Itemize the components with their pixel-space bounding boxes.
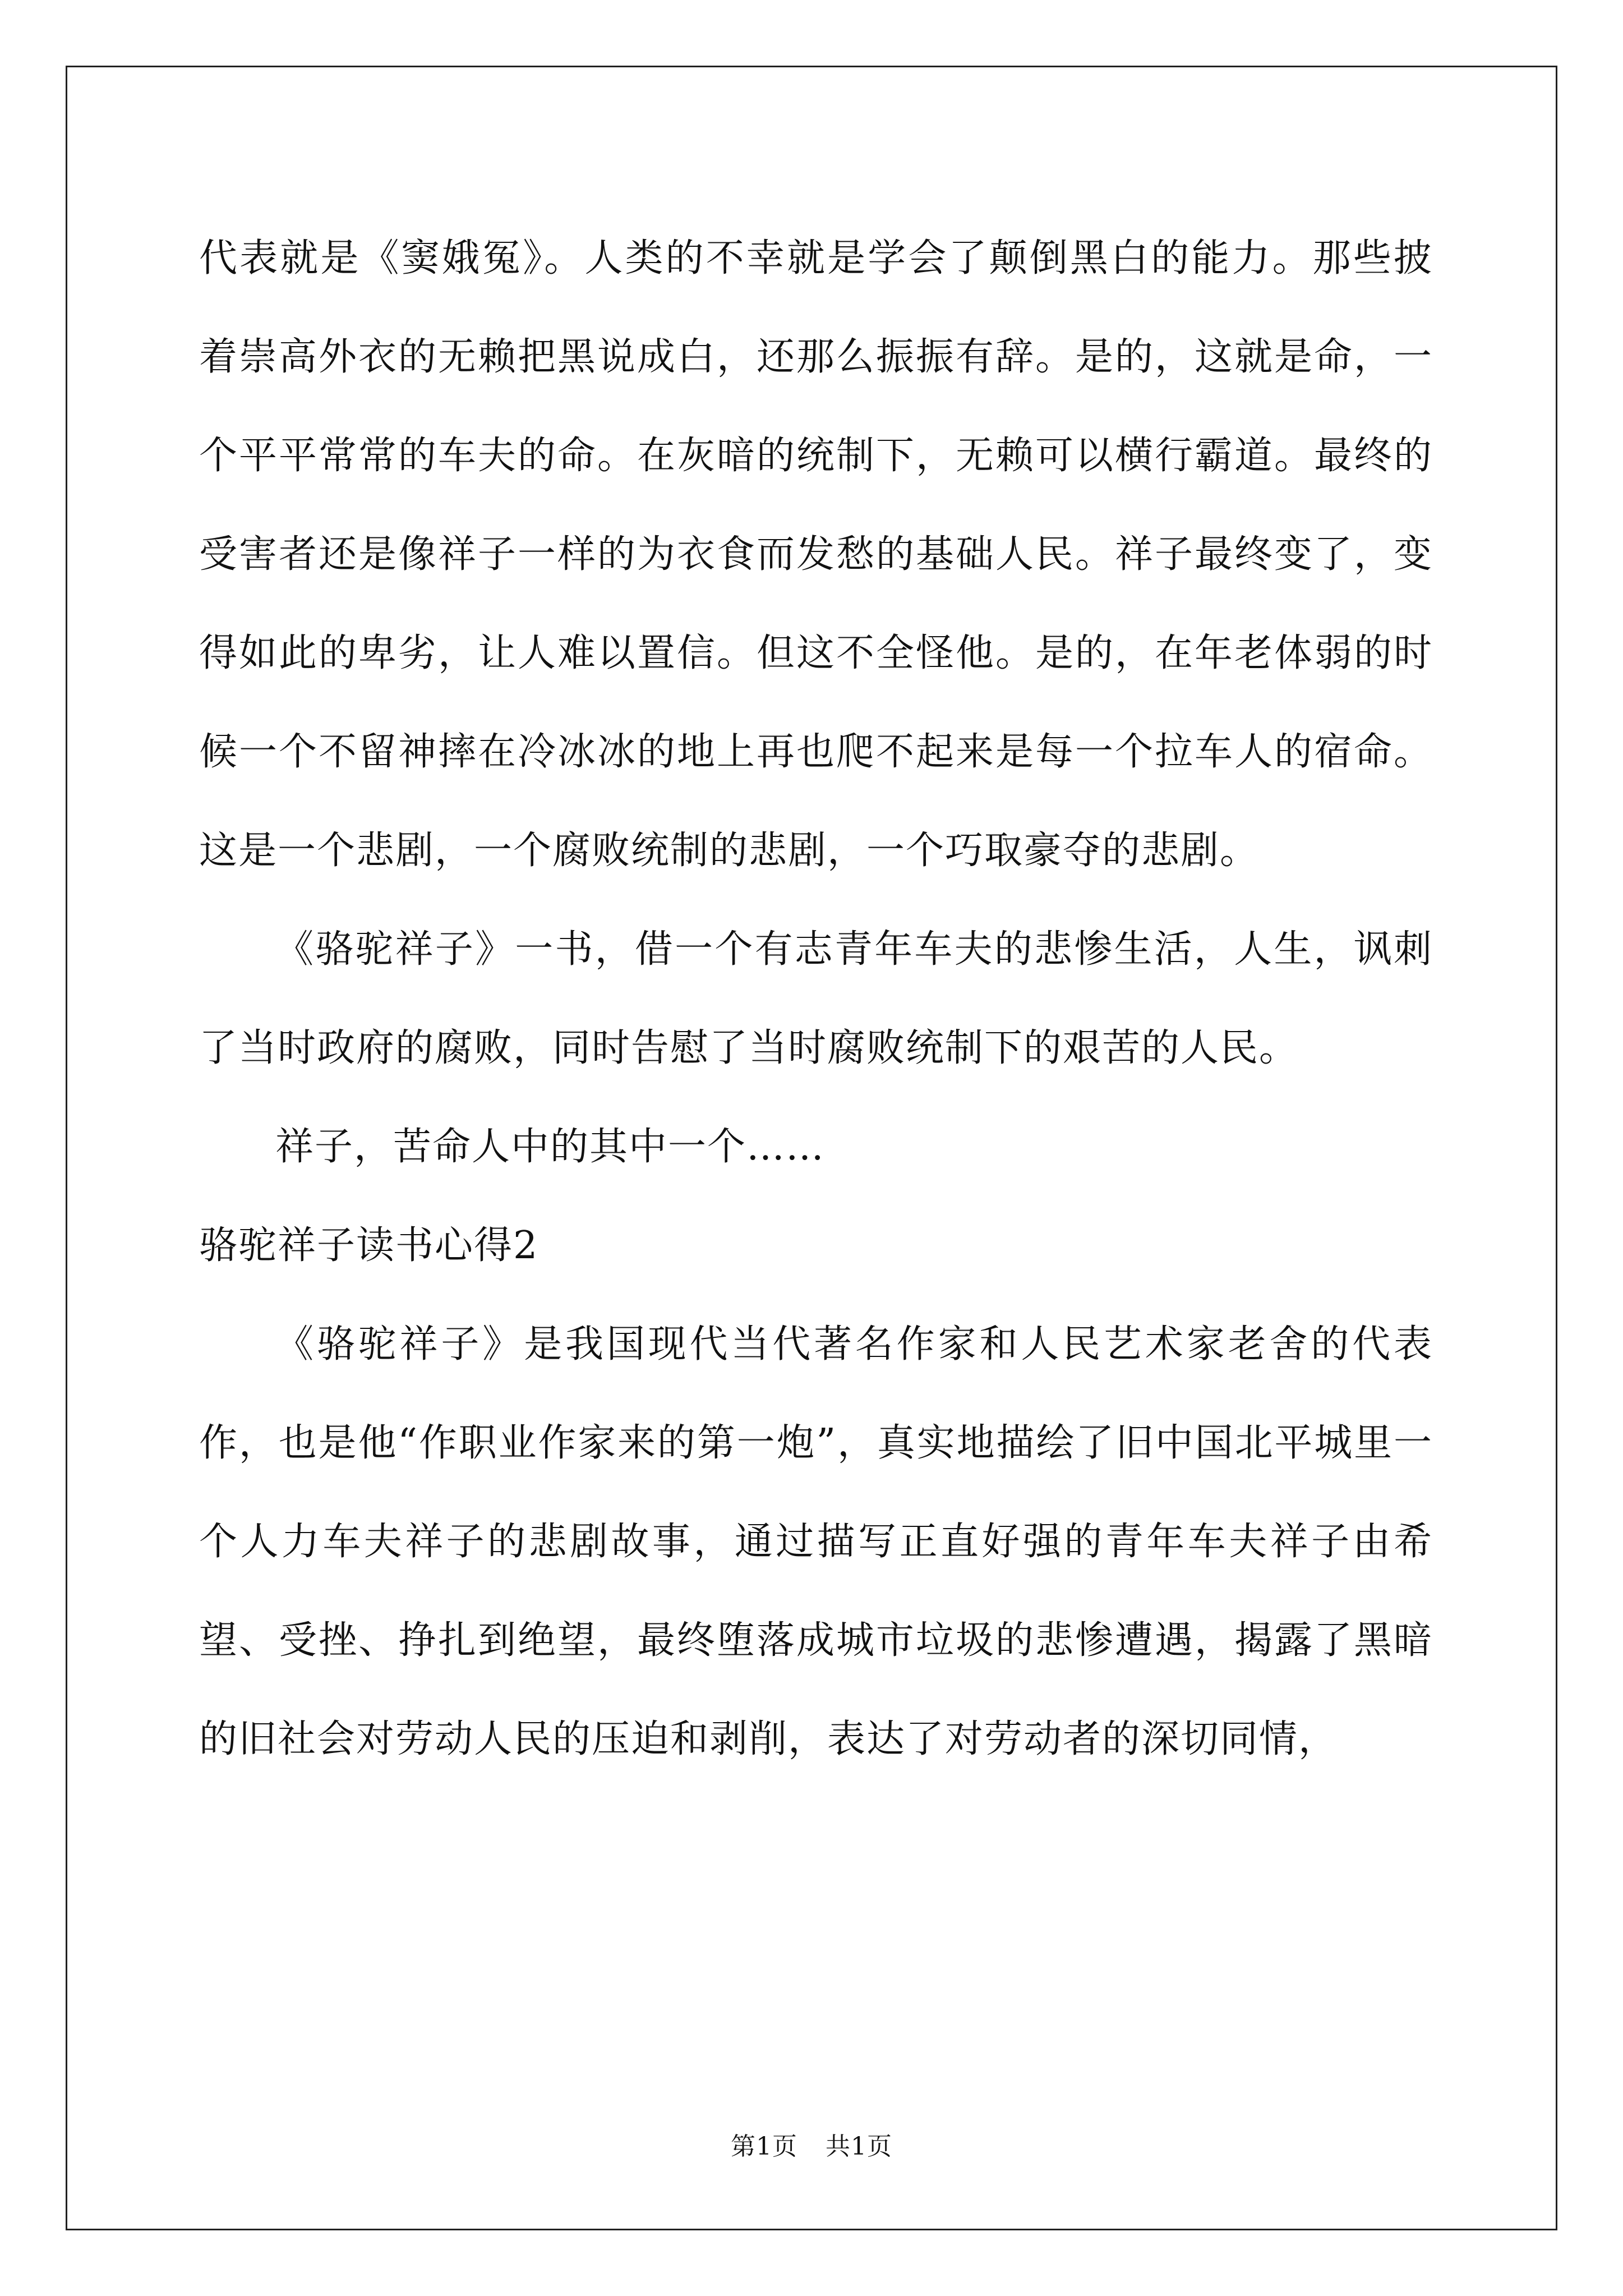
- paragraph-closing: 祥子，苦命人中的其中一个……: [275, 1125, 826, 1169]
- page-number: 第1页: [731, 2132, 797, 2161]
- document-body: [199, 209, 1433, 1789]
- page-total: 共1页: [826, 2132, 892, 2161]
- section-heading: 骆驼祥子读书心得2: [199, 1223, 539, 1268]
- page-footer: [0, 2126, 1623, 2162]
- paragraph-summary: 《骆驼祥子》一书，借一个有志青年车夫的悲惨生活，人生，讽刺了当时政府的腐败，同时告慰了当时腐败统制下的艰苦的人民。: [199, 927, 1433, 1070]
- paragraph-intro: 《骆驼祥子》是我国现代当代著名作家和人民艺术家老舍的代表作，也是他“作职业作家来的第一炮”，真实地描绘了旧中国北平城里一个人力车夫祥子的悲剧故事，通过描写正直好强的青年车夫祥子由希望、受挫、挣扎到绝望，最终堕落成城市垃圾的悲惨遭遇，揭露了黑暗的旧社会对劳动人民的压迫和剥削，表达了对劳动者的深切同情，: [199, 1322, 1433, 1761]
- paragraph-continued: 代表就是《窦娥冤》。人类的不幸就是学会了颠倒黑白的能力。那些披着崇高外衣的无赖把黑说成白，还那么振振有辞。是的，这就是命，一个平平常常的车夫的命。在灰暗的统制下，无赖可以横行霸道。最终的受害者还是像祥子一样的为衣食而发愁的基础人民。祥子最终变了，变得如此的卑劣，让人难以置信。但这不全怪他。是的，在年老体弱的时候一个不留神摔在冷冰冰的地上再也爬不起来是每一个拉车人的宿命。这是一个悲剧，一个腐败统制的悲剧，一个巧取豪夺的悲剧。: [199, 236, 1433, 873]
